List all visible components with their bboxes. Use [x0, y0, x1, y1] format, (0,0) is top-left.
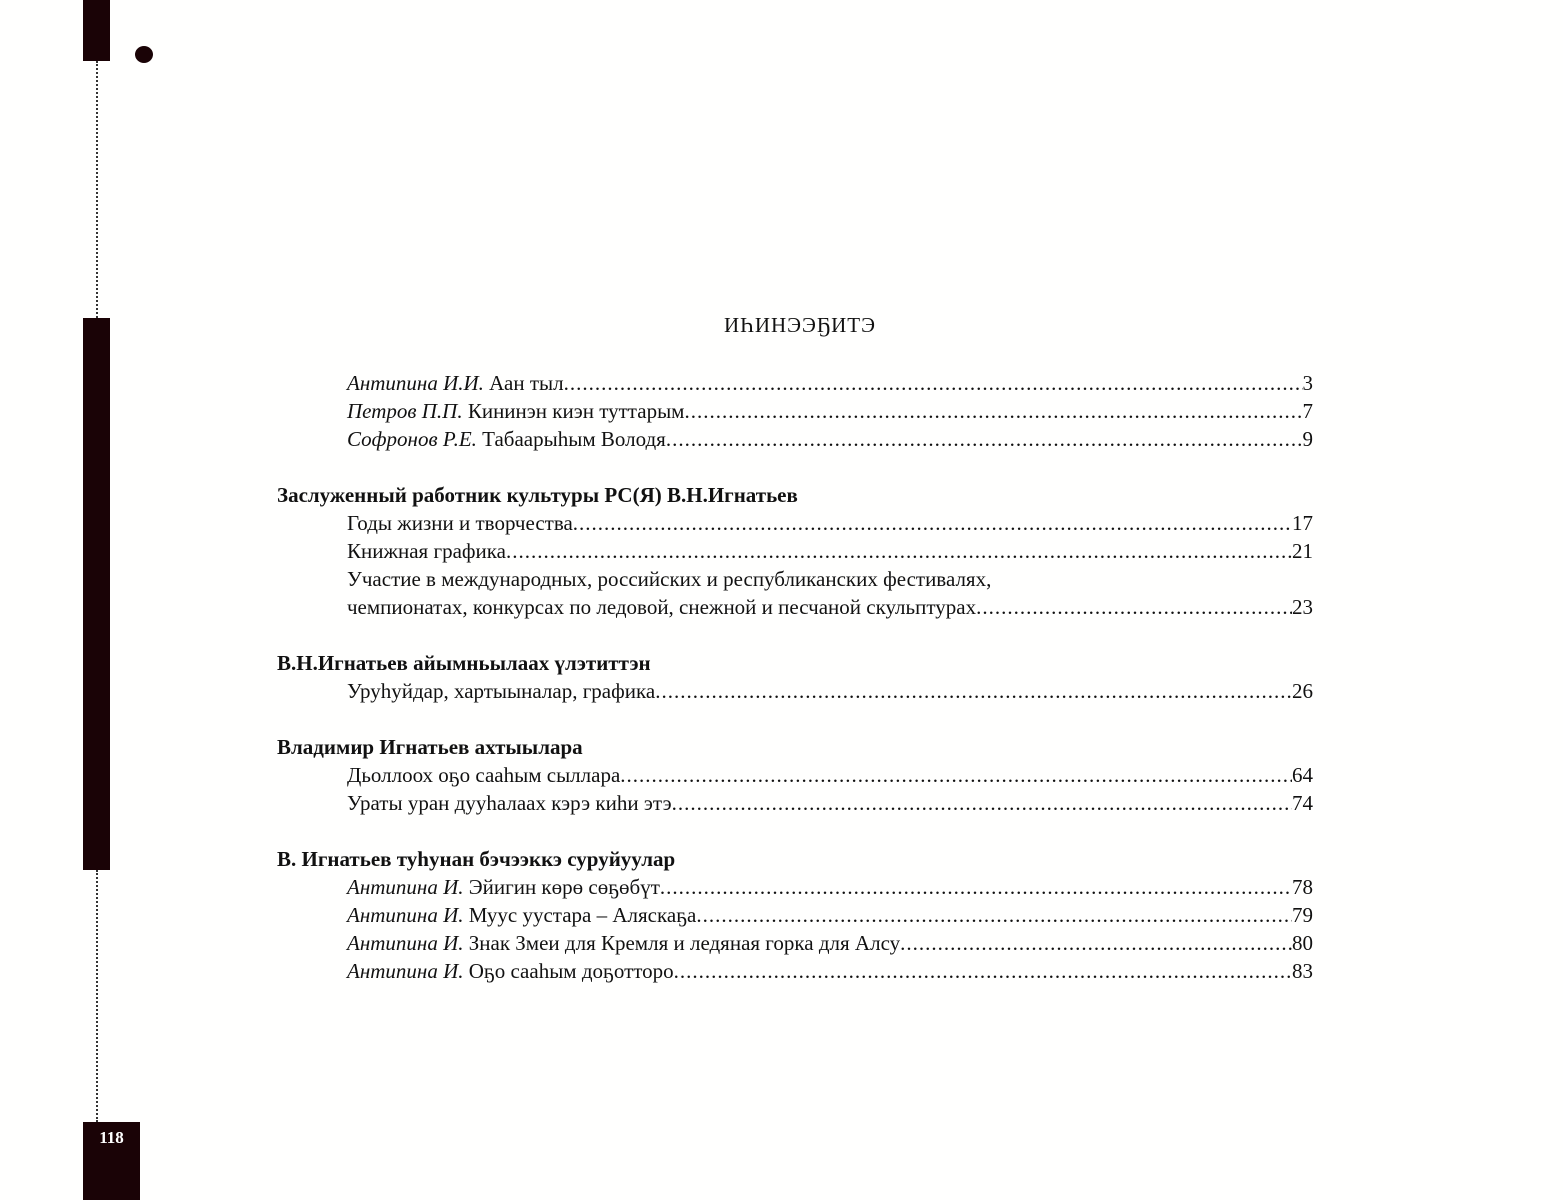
entry-title: Муус уустара – Аляскаҕа	[468, 903, 697, 927]
toc-entry	[347, 425, 1313, 453]
entry-title: чемпионатах, конкурсах по ледовой, снежной и песчаной скульптурах	[347, 595, 977, 619]
entry-title: Книжная графика	[347, 539, 506, 563]
entry-page: 3	[1302, 371, 1313, 395]
toc-entry	[347, 761, 1313, 789]
entry-page: 79	[1292, 903, 1313, 927]
entry-page: 9	[1302, 427, 1313, 451]
entry-page: 23	[1292, 595, 1313, 619]
entry-page: 78	[1292, 875, 1313, 899]
toc-entry	[347, 929, 1313, 957]
entry-title: Аан тыл	[489, 371, 564, 395]
section-heading: В.Н.Игнатьев айымньылаах үлэтиттэн	[277, 651, 651, 675]
entry-page: 17	[1292, 511, 1313, 535]
entry-author: Петров П.П.	[347, 399, 463, 423]
table-of-contents	[277, 369, 1313, 985]
entry-title: Кининэн киэн туттарым	[467, 399, 685, 423]
entry-author: Антипина И.И.	[347, 371, 484, 395]
toc-entry	[347, 677, 1313, 705]
entry-page: 83	[1292, 959, 1313, 983]
entry-page: 64	[1292, 763, 1313, 787]
toc-entry	[347, 789, 1313, 817]
entry-title: Дьоллоох оҕо сааһым сыллара	[347, 763, 621, 787]
section-heading: Владимир Игнатьев ахтыылара	[277, 735, 583, 759]
entry-page: 74	[1292, 791, 1313, 815]
entry-page: 26	[1292, 679, 1313, 703]
toc-entry	[347, 369, 1313, 397]
dotted-margin-line	[96, 61, 98, 318]
margin-bar-middle	[83, 318, 110, 870]
toc-entry	[347, 873, 1313, 901]
dotted-margin-line	[96, 870, 98, 1122]
entry-author: Антипина И.	[347, 875, 464, 899]
toc-entry	[347, 537, 1313, 565]
entry-title-line1: Участие в международных, российских и республиканских фестивалях,	[347, 567, 992, 591]
entry-page: 7	[1302, 399, 1313, 423]
entry-author: Антипина И.	[347, 903, 464, 927]
page-title: ИҺИНЭЭҔИТЭ	[724, 313, 876, 337]
entry-title: Ураты уран дууһалаах кэрэ киһи этэ	[347, 791, 672, 815]
entry-author: Антипина И.	[347, 931, 464, 955]
toc-entry	[347, 397, 1313, 425]
entry-title: Уруһуйдар, хартыыналар, графика	[347, 679, 656, 703]
entry-page: 21	[1292, 539, 1313, 563]
section-heading: В. Игнатьев туһунан бэчээккэ суруйуулар	[277, 847, 676, 871]
page-number: 118	[83, 1122, 140, 1200]
toc-entry	[347, 593, 1313, 621]
entry-author: Антипина И.	[347, 959, 464, 983]
entry-title: Знак Змеи для Кремля и ледяная горка для Алсу	[468, 931, 901, 955]
entry-title: Табаарыһым Володя	[482, 427, 666, 451]
entry-page: 80	[1292, 931, 1313, 955]
section-heading: Заслуженный работник культуры РС(Я) В.Н.Игнатьев	[277, 483, 798, 507]
entry-title: Годы жизни и творчества	[347, 511, 573, 535]
margin-bar-top	[83, 0, 110, 61]
toc-entry	[347, 957, 1313, 985]
entry-title: Эйигин көрө сөҕөбүт	[468, 875, 660, 899]
entry-author: Софронов Р.Е.	[347, 427, 477, 451]
entry-title: Оҕо сааһым доҕотторо	[468, 959, 674, 983]
bullet-mark	[135, 46, 153, 63]
toc-entry	[347, 901, 1313, 929]
toc-entry	[347, 509, 1313, 537]
